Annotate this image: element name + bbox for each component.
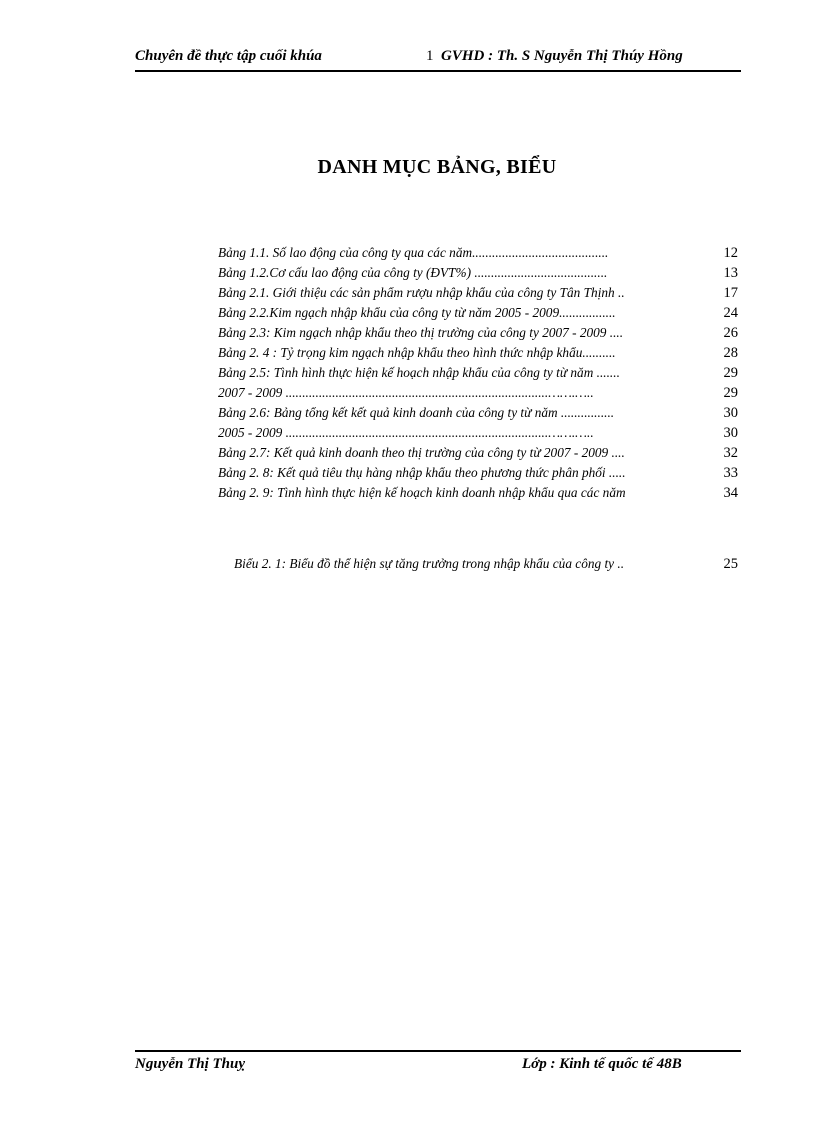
table-list [218, 243, 740, 503]
page-title: DANH MỤC BẢNG, BIỂU [317, 156, 557, 178]
table-list-item [218, 483, 740, 503]
table-list-item-text: Bảng 2.7: Kết quả kinh doanh theo thị trường của công ty từ 2007 - 2009 .... [218, 445, 625, 460]
page-header [135, 48, 739, 70]
header-advisor: GVHD : Th. S Nguyễn Thị Thúy Hồng [441, 48, 683, 64]
header-divider [135, 70, 741, 72]
table-list-item-page: 34 [723, 485, 738, 501]
table-list-item [218, 383, 740, 403]
table-list-item-page: 26 [723, 325, 738, 341]
table-list-item [218, 243, 740, 263]
chart-list-item [234, 554, 740, 574]
table-list-item-text: Bảng 2. 9: Tình hình thực hiện kế hoạch kinh doanh nhập khẩu qua các năm [218, 485, 626, 500]
footer-class: Lớp : Kinh tế quốc tế 48B [522, 1056, 682, 1072]
table-list-item [218, 263, 740, 283]
footer-divider [135, 1050, 741, 1052]
table-list-item [218, 403, 740, 423]
table-list-item-page: 12 [723, 245, 738, 261]
table-list-item-page: 17 [723, 285, 738, 301]
table-list-item-page: 33 [723, 465, 738, 481]
table-list-item-page: 32 [723, 445, 738, 461]
table-list-item-page: 29 [723, 385, 738, 401]
chart-list-item-page: 25 [723, 556, 738, 572]
footer-author: Nguyễn Thị Thuỵ [135, 1056, 246, 1072]
table-list-item-text: Bảng 2.3: Kim ngạch nhập khẩu theo thị trường của công ty 2007 - 2009 .... [218, 325, 624, 340]
table-list-item-page: 13 [723, 265, 738, 281]
table-list-item-text: Bảng 2.6: Bảng tổng kết kết quả kinh doanh của công ty từ năm ................ [218, 405, 615, 420]
table-list-item-page: 24 [723, 305, 738, 321]
table-list-item [218, 423, 740, 443]
table-list-item-text: 2007 - 2009 ...............................................................................…….….. [218, 385, 594, 400]
table-list-item-text: Bảng 2. 4 : Tỷ trọng kim ngạch nhập khẩu theo hình thức nhập khẩu.......... [218, 345, 616, 360]
table-list-item [218, 443, 740, 463]
table-list-item-text: Bảng 1.1. Số lao động của công ty qua các năm......................................... [218, 245, 609, 260]
table-list-item [218, 303, 740, 323]
table-list-item [218, 463, 740, 483]
table-list-item-page: 30 [723, 405, 738, 421]
table-list-item-text: Bảng 2.5: Tình hình thực hiện kế hoạch nhập khẩu của công ty từ năm ....... [218, 365, 620, 380]
table-list-item-text: Bảng 1.2.Cơ cấu lao động của công ty (ĐVT%) ........................................ [218, 265, 608, 280]
table-list-item [218, 343, 740, 363]
header-report-title: Chuyên đề thực tập cuối khúa [135, 48, 322, 64]
table-list-item-text: Bảng 2.2.Kim ngạch nhập khẩu của công ty từ năm 2005 - 2009................. [218, 305, 616, 320]
table-list-item-text: Bảng 2. 8: Kết quả tiêu thụ hàng nhập khẩu theo phương thức phân phối ..... [218, 465, 626, 480]
header-page-number: 1 [426, 48, 434, 64]
table-list-item-page: 30 [723, 425, 738, 441]
table-list-item-text: Bảng 2.1. Giới thiệu các sản phẩm rượu nhập khẩu của công ty Tân Thịnh .. [218, 285, 625, 300]
table-list-item [218, 323, 740, 343]
table-list-item-page: 28 [723, 345, 738, 361]
table-list-item-page: 29 [723, 365, 738, 381]
table-list-item [218, 283, 740, 303]
chart-list-item-text: Biểu 2. 1: Biểu đồ thể hiện sự tăng trưởng trong nhập khẩu của công ty .. [234, 556, 625, 571]
table-list-item [218, 363, 740, 383]
table-list-item-text: 2005 - 2009 ...............................................................................…….….. [218, 425, 594, 440]
